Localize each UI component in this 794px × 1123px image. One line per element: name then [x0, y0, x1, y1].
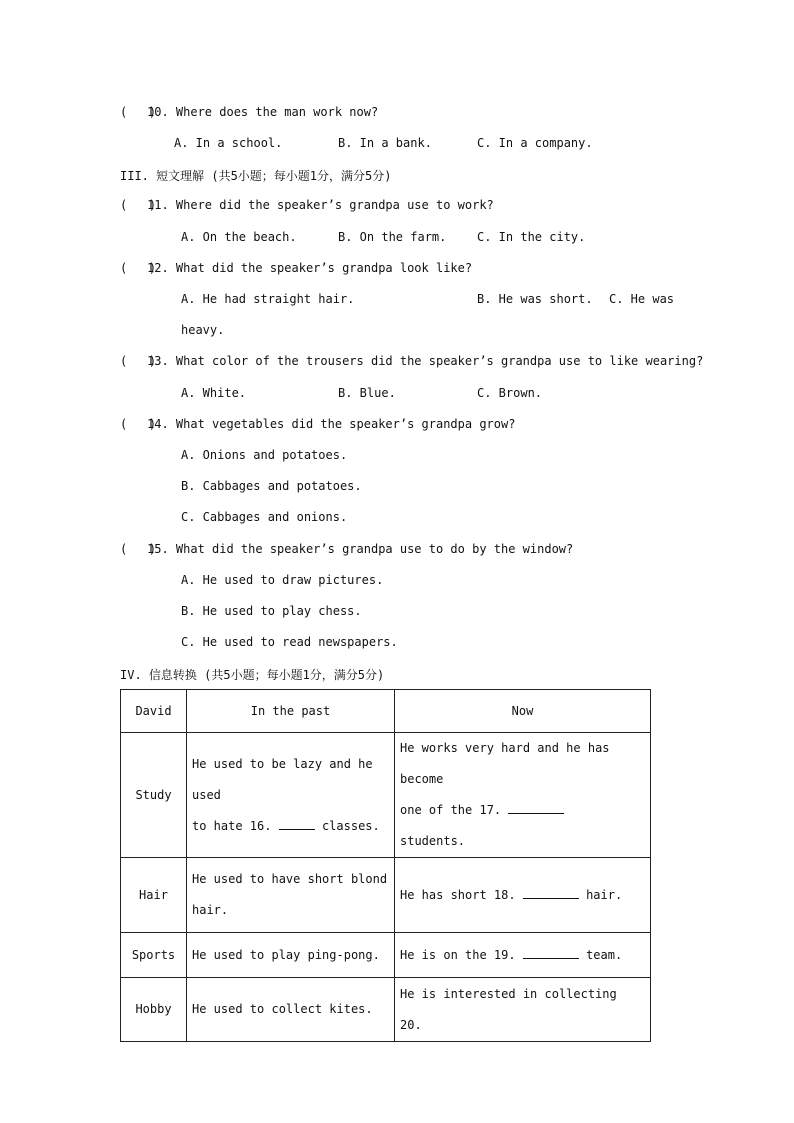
- row-label: Sports: [121, 933, 187, 978]
- question-text: 10. Where does the man work now?: [147, 105, 379, 119]
- answer-bracket[interactable]: ( ): [120, 417, 157, 431]
- option-b: B. He used to play chess.: [181, 604, 362, 618]
- table-row: [121, 933, 651, 978]
- cell-text: He works very hard and he has become: [400, 741, 610, 786]
- option-b: B. Blue.: [338, 386, 396, 400]
- cell-text: He used to be lazy and he used: [192, 756, 373, 802]
- option-b: B. Cabbages and potatoes.: [181, 479, 362, 493]
- cell-text: He is interested in collecting 20.: [400, 986, 617, 1032]
- cell-text: He used to play ping-pong.: [192, 947, 380, 962]
- table-row: [121, 733, 651, 858]
- option-b: B. On the farm.: [338, 230, 447, 244]
- option-c-continued: heavy.: [181, 323, 225, 337]
- cell-text: one of the 17.: [400, 803, 502, 817]
- section-3-title: III. 短文理解 (共5小题；每小题1分，满分5分): [120, 169, 392, 183]
- option-c: C. Cabbages and onions.: [181, 510, 348, 524]
- answer-blank-19[interactable]: [523, 946, 579, 959]
- now-cell: [395, 978, 651, 1042]
- past-cell: [187, 978, 395, 1042]
- cell-text: He has short 18.: [400, 887, 516, 902]
- option-b: B. He was short.: [477, 292, 593, 306]
- option-b: B. In a bank.: [338, 136, 432, 150]
- row-label: Hobby: [121, 978, 187, 1042]
- option-a: A. Onions and potatoes.: [181, 448, 348, 462]
- option-c: C. In a company.: [477, 136, 593, 150]
- cell-text: He used to collect kites.: [192, 1002, 373, 1016]
- header-david: David: [121, 690, 187, 733]
- option-a: A. He had straight hair.: [181, 292, 355, 306]
- now-cell: [395, 858, 651, 933]
- row-label: Study: [121, 733, 187, 858]
- cell-text: hair.: [192, 903, 229, 917]
- cell-text: hair.: [586, 887, 623, 902]
- cell-text: students.: [400, 834, 466, 848]
- option-a: A. On the beach.: [181, 230, 297, 244]
- table-header-row: [121, 690, 651, 733]
- question-text: 13. What color of the trousers did the speaker’s grandpa use to like wearing?: [147, 354, 704, 368]
- answer-bracket[interactable]: ( ): [120, 354, 157, 368]
- answer-blank-18[interactable]: [523, 886, 579, 899]
- table-row: [121, 978, 651, 1042]
- cell-text: He used to have short blond: [192, 872, 388, 886]
- table-row: [121, 858, 651, 933]
- cell-text: to hate 16.: [192, 818, 272, 833]
- question-text: 12. What did the speaker’s grandpa look like?: [147, 261, 473, 275]
- cell-text: classes.: [321, 818, 380, 833]
- option-a: A. White.: [181, 386, 247, 400]
- option-a: A. In a school.: [174, 136, 283, 150]
- option-c: C. In the city.: [477, 230, 586, 244]
- option-c: C. He was: [609, 292, 675, 306]
- section-4-title: IV. 信息转换 (共5小题；每小题1分，满分5分): [120, 668, 385, 682]
- option-a: A. He used to draw pictures.: [181, 573, 384, 587]
- now-cell: [395, 933, 651, 978]
- past-cell: [187, 933, 395, 978]
- question-text: 15. What did the speaker’s grandpa use to do by the window?: [147, 542, 574, 556]
- answer-bracket[interactable]: ( ): [120, 198, 157, 212]
- past-cell: [187, 858, 395, 933]
- info-table: [120, 689, 651, 1042]
- question-text: 11. Where did the speaker’s grandpa use to work?: [147, 198, 494, 212]
- option-c: C. He used to read newspapers.: [181, 635, 398, 649]
- answer-bracket[interactable]: ( ): [120, 105, 157, 119]
- now-cell: [395, 733, 651, 858]
- answer-bracket[interactable]: ( ): [120, 261, 157, 275]
- header-now: Now: [395, 690, 651, 733]
- answer-blank-16[interactable]: [279, 817, 315, 830]
- answer-bracket[interactable]: ( ): [120, 542, 157, 556]
- cell-text: He is on the 19.: [400, 947, 516, 962]
- row-label: Hair: [121, 858, 187, 933]
- cell-text: team.: [586, 947, 623, 962]
- past-cell: [187, 733, 395, 858]
- question-text: 14. What vegetables did the speaker’s grandpa grow?: [147, 417, 516, 431]
- option-c: C. Brown.: [477, 386, 543, 400]
- answer-blank-17[interactable]: [508, 801, 564, 814]
- header-past: In the past: [187, 690, 395, 733]
